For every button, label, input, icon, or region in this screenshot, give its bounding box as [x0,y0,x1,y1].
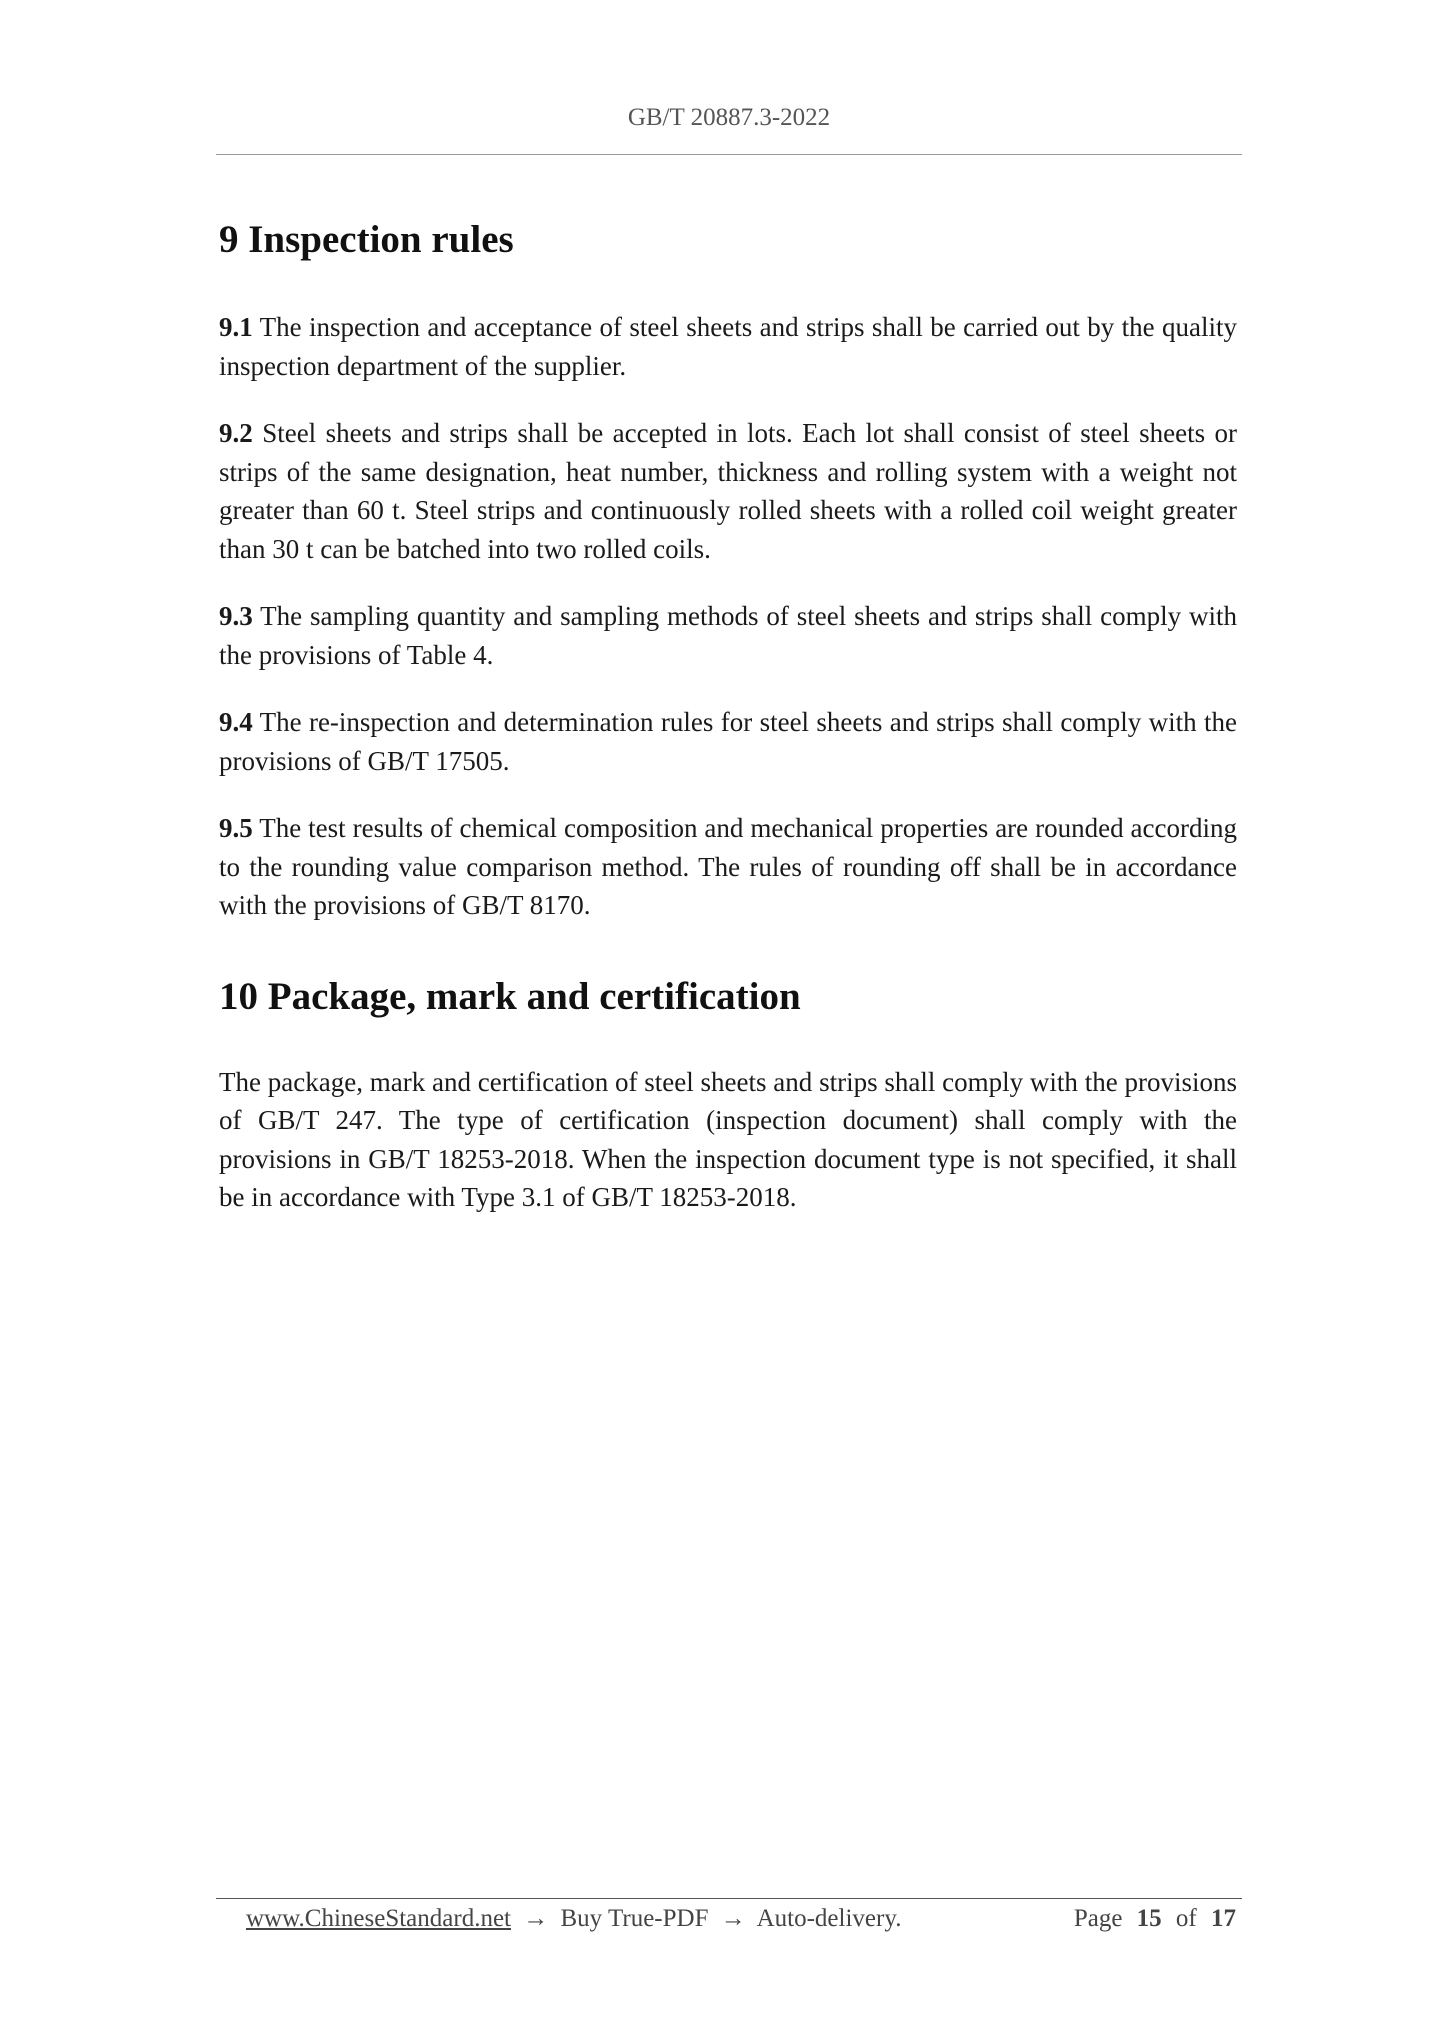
current-page-number: 15 [1136,1905,1162,1932]
website-link[interactable]: www.ChineseStandard.net [246,1905,511,1932]
clause-9-5 [219,809,1237,925]
page-indicator [1074,1905,1236,1933]
running-header: GB/T 20887.3-2022 [627,104,831,131]
clause-number: 9.3 [219,601,253,631]
clause-text: The test results of chemical composition and mechanical properties are rounded according to the rounding value comparison method. The rules of rounding off shall be in accordance with the provisions of GB/T 8170. [219,813,1238,920]
clause-text: The sampling quantity and sampling methods of steel sheets and strips shall comply with the provisions of Table 4. [219,601,1237,670]
section-10-body: The package, mark and certification of steel sheets and strips shall comply with the provisions of GB/T 247. The type of certification (inspection document) shall comply with the provisions in GB/T 18253-2018. When the inspection document type is not specified, it shall be in accordance with Type 3.1 of GB/T 18253-2018. [219,1066,1237,1212]
clause-number: 9.2 [219,418,253,448]
clause-text: The inspection and acceptance of steel sheets and strips shall be carried out by the quality inspection department of the supplier. [219,312,1238,381]
arrow-right-icon: → [523,1905,549,1932]
clause-number: 9.4 [219,707,253,737]
of-label: of [1175,1905,1197,1932]
section-10-heading: 10 Package, mark and certification [219,974,801,1018]
footer-divider [216,1898,1242,1899]
clause-number: 9.5 [219,813,253,843]
page-content [219,214,1237,1246]
auto-delivery-text: Auto-delivery. [756,1905,902,1932]
clause-9-4 [219,703,1237,780]
clause-9-3 [219,597,1237,674]
clause-text: Steel sheets and strips shall be accepted in lots. Each lot shall consist of steel sheets or strips of the same designation, heat number, thickness and rolling system with a weight not greater than 60 t. Steel strips and continuously rolled sheets with a rolled coil weight greater than 30 t can be batched into two rolled coils. [219,418,1238,564]
clause-9-2 [219,414,1237,568]
clause-text: The re-inspection and determination rules for steel sheets and strips shall comply with the provisions of GB/T 17505. [219,707,1237,776]
section-9-heading: 9 Inspection rules [219,218,514,261]
clause-number: 9.1 [219,312,253,342]
arrow-right-icon: → [720,1905,746,1932]
buy-true-pdf-text: Buy True-PDF [560,1905,709,1932]
page-footer [246,1905,1236,1933]
page-label: Page [1073,1905,1123,1932]
clause-9-1 [219,308,1237,385]
footer-promo [246,1905,901,1933]
total-page-number: 17 [1211,1905,1236,1932]
header-divider [216,154,1242,155]
